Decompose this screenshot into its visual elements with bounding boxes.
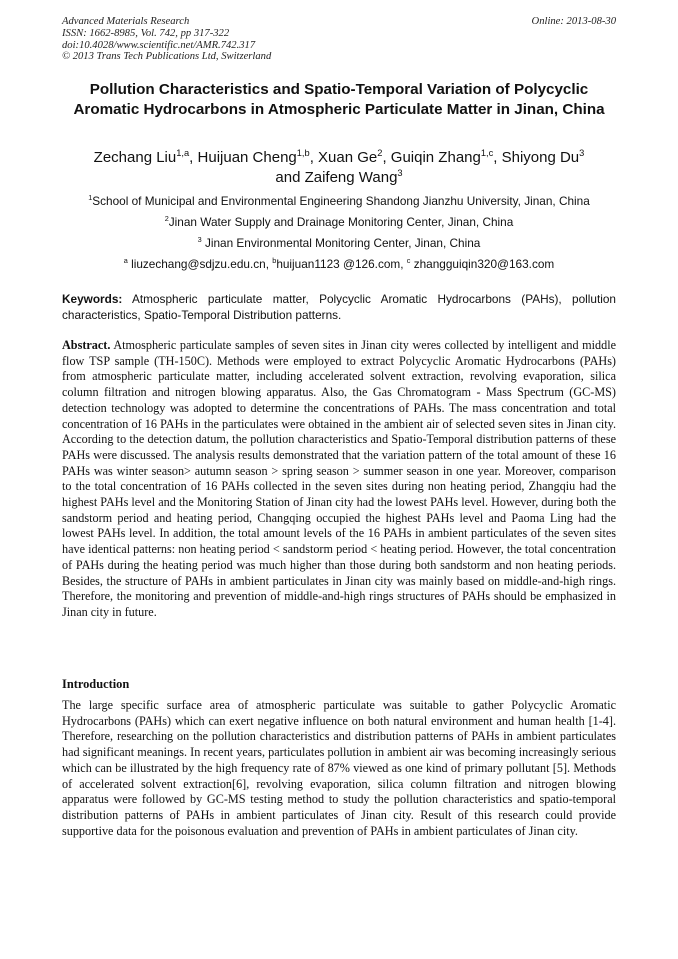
affiliation-text: Jinan Water Supply and Drainage Monitoring Center, Jinan, China — [168, 215, 514, 229]
affiliation-3 — [62, 236, 616, 250]
journal-header — [62, 16, 271, 63]
author-affiliation-mark: 3 — [397, 167, 403, 178]
online-date: Online: 2013-08-30 — [531, 16, 616, 27]
paper-title: Pollution Characteristics and Spatio-Temporal Variation of Polycyclic Aromatic Hydrocarbons in Atmospheric Particulate Matter in Jinan, China — [73, 81, 605, 118]
abstract-label: Abstract. — [62, 338, 111, 352]
email-mark: a — [123, 256, 128, 266]
email-a[interactable]: liuzechang@sdjzu.edu.cn, — [127, 257, 273, 271]
author-affiliation-mark: 1,c — [480, 148, 494, 158]
abstract — [62, 338, 616, 621]
affiliation-mark: 3 — [197, 235, 202, 245]
author-separator: , — [309, 149, 319, 166]
author-separator: , — [382, 149, 391, 166]
email-c[interactable]: zhangguiqin320@163.com — [410, 257, 555, 271]
affiliation-2 — [62, 215, 616, 229]
email-line — [62, 257, 616, 271]
journal-name: Advanced Materials Research — [62, 16, 190, 27]
section-heading-introduction: Introduction — [62, 677, 130, 691]
author-name: Zechang Liu — [93, 149, 177, 166]
author-affiliation-mark: 3 — [579, 148, 585, 158]
author-name: Guiqin Zhang — [390, 149, 481, 166]
affiliation-mark: 2 — [164, 214, 169, 224]
author-affiliation-mark: 2 — [377, 148, 383, 158]
affiliation-text: School of Municipal and Environmental Engineering Shandong Jianzhu University, Jinan, China — [92, 194, 590, 208]
affiliation-mark: 1 — [88, 193, 93, 203]
keywords-text: Atmospheric particulate matter, Polycyclic Aromatic Hydrocarbons (PAHs), pollution characteristics, Spatio-Temporal Distribution patterns. — [62, 292, 616, 322]
author-separator: , — [189, 149, 198, 166]
email-mark: b — [272, 256, 277, 266]
author-separator: , — [493, 149, 502, 166]
author-name: Huijuan Cheng — [197, 149, 297, 166]
keywords — [62, 292, 616, 324]
affiliation-text: Jinan Environmental Monitoring Center, Jinan, China — [201, 236, 481, 250]
introduction-paragraph: The large specific surface area of atmospheric particulate was suitable to gather Polycyclic Aromatic Hydrocarbons (PAHs) which can exert negative influence on both natural environment and human health [1-4]. Therefore, researching on the pollution characteristics and distribution patterns of PAHs in ambient particulates had significant meanings. In recent years, particulates pollution in ambient air was becoming increasingly serious which can be illustrated by the high frequency rate of 87% viewed as one kind of primary pollutant [5]. Methods of accelerated solvent extraction[6], revolving evaporation, silica column filtration and nitrogen blowing apparatus were followed by GC-MS testing method to study the pollution characteristics and spatio-temporal distribution patterns of PAHs in ambient particulates of Jinan city. Result of this research could provide supportive data for the poisonous evaluation and prevention of PAHs in ambient particulates of Jinan city. — [62, 698, 616, 838]
issn-line: ISSN: 1662-8985, Vol. 742, pp 317-322 — [62, 27, 230, 39]
keywords-label: Keywords: — [62, 292, 123, 306]
copyright-line: © 2013 Trans Tech Publications Ltd, Switzerland — [62, 51, 272, 63]
author-name: Xuan Ge — [318, 149, 378, 166]
abstract-text: Atmospheric particulate samples of seven sites in Jinan city weres collected by intelligent and middle flow TSP sample (TH-150C). Methods were employed to extract Polycyclic Aromatic Hydrocarbons (PAHs) from atmospheric particulate matter, including accelerated solvent extraction, revolving evaporation, silica column filtration and nitrogen blowing apparatus. Also, the Gas Chromatogram - Mass Spectrum (GC-MS) detection technology was adopted to determine the concentrations of PAHs. The mass concentration and total concentration of 16 PAHs in the particulates were obtained in the ambient air of selected seven sites in Jinan city. According to the detection datum, the pollution characteristics and Spatio-Temporal distribution patterns of these PAHs were discussed. The analysis results demonstrated that the variation pattern of the total amount of these 16 PAHs was winter season> autumn season > spring season > summer season in one year. Moreover, comparison to the total concentration of 16 PAHs collected in the seven sites during non heating period, Zhangqiu had the highest PAHs level and the Monitoring Station of Jinan city had the lowest PAHs level. However, during both the sandstorm period and heating period, Changqing occupied the highest PAHs level and Paoma Ling had the lowest PAHs level. In addition, the total amount levels of the 16 PAHs in ambient particulates of the seven sites have identical patterns: non heating period < sandstorm period < heating period. However, the total concentration of PAHs during the heating period was much higher than those during both sandstorm and non heating periods. Besides, the structure of PAHs in ambient particulates in Jinan city was mainly based on middle-and-high rings. Therefore, the monitoring and prevention of middle-and-high rings structures of PAHs should be emphasized in Jinan city in future. — [62, 338, 616, 619]
email-mark: c — [406, 256, 411, 266]
author-affiliation-mark: 1,a — [176, 148, 190, 158]
author-affiliation-mark: 1,b — [296, 148, 310, 158]
author-list — [62, 148, 616, 187]
doi-line[interactable]: doi:10.4028/www.scientific.net/AMR.742.317 — [62, 39, 256, 51]
email-b[interactable]: huijuan1123 @126.com, — [276, 257, 407, 271]
author-name: and Zaifeng Wang — [275, 168, 398, 186]
affiliation-1 — [62, 194, 616, 208]
author-name: Shiyong Du — [501, 149, 580, 166]
